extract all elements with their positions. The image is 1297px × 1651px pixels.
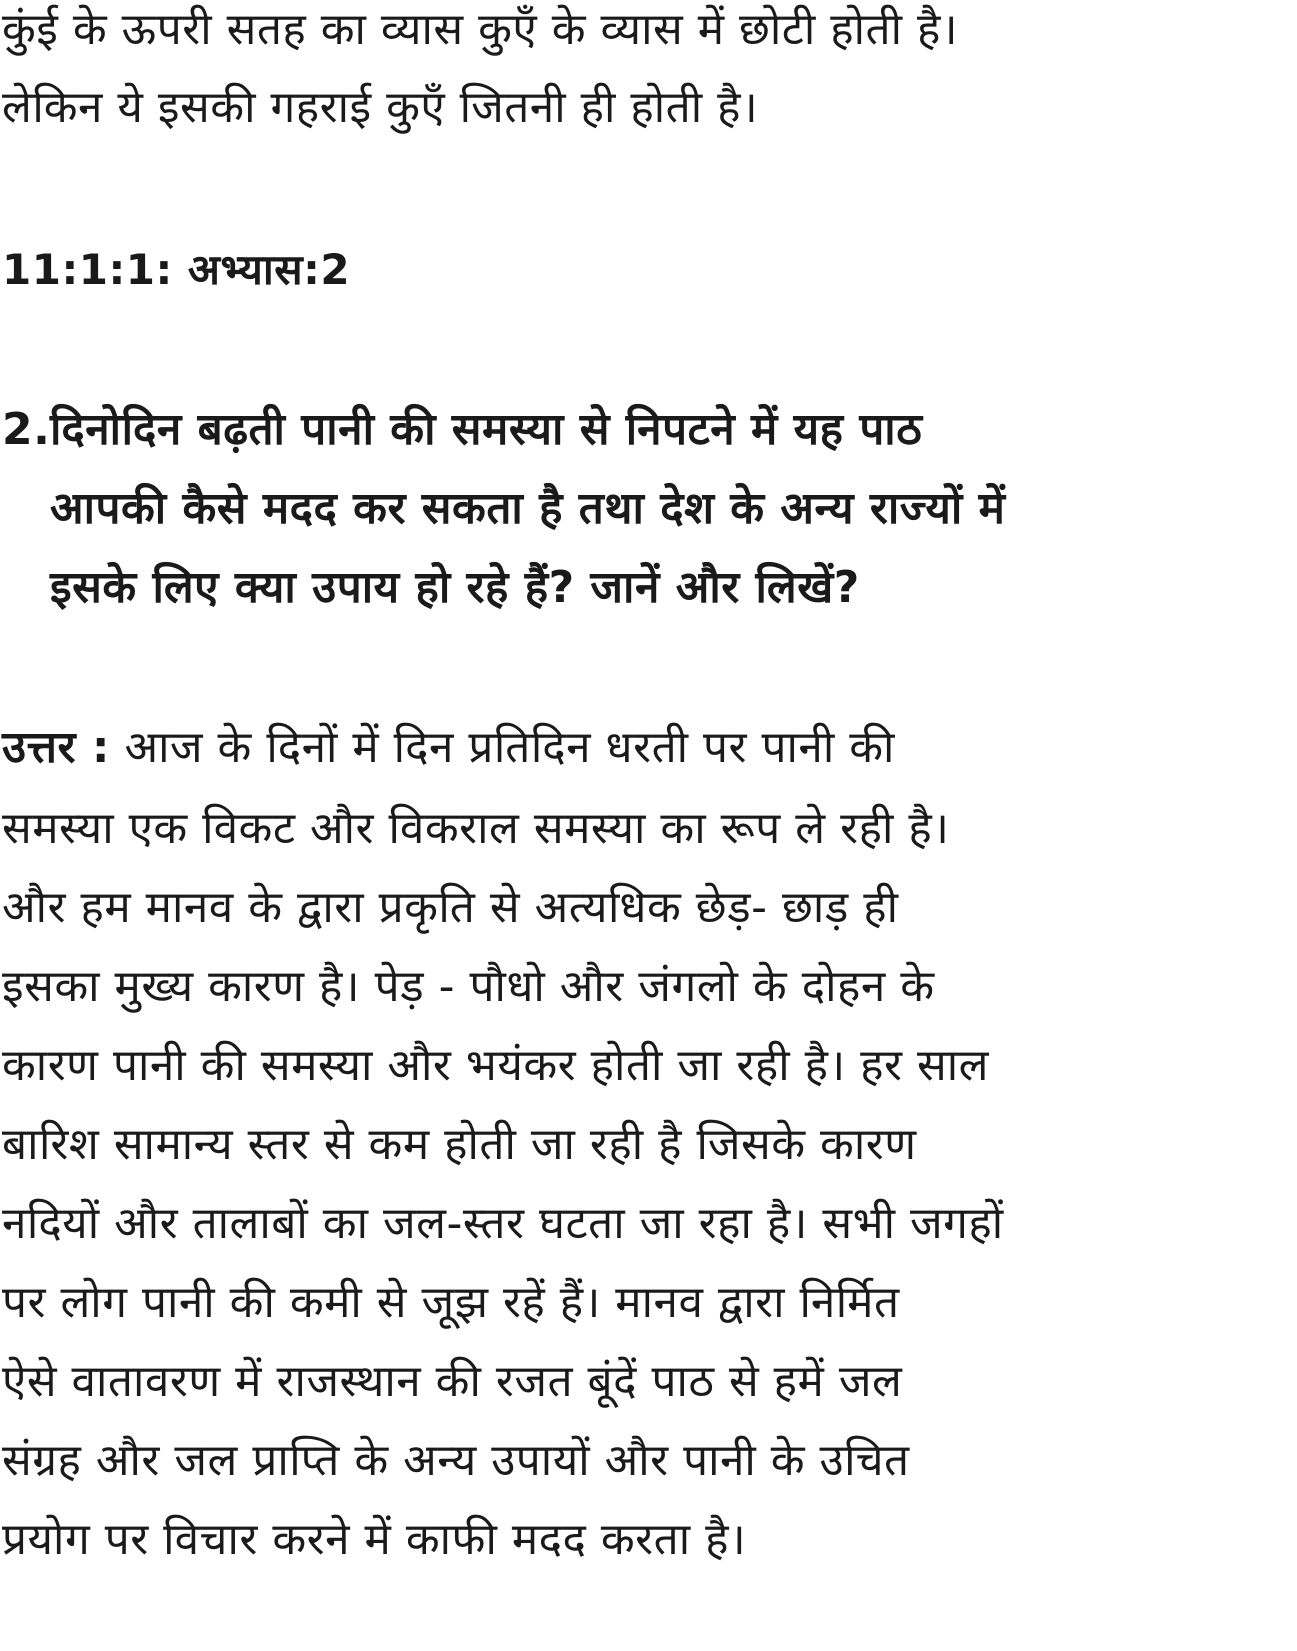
answer-line-3: और हम मानव के द्वारा प्रकृति से अत्यधिक छेड़- छाड़ ही	[2, 882, 899, 933]
answer-line-4: इसका मुख्य कारण है। पेड़ - पौधो और जंगलो के दोहन के	[2, 961, 935, 1012]
answer-line-8: पर लोग पानी की कमी से जूझ रहें हैं। मानव द्वारा निर्मित	[2, 1277, 900, 1328]
intro-line-1: कुंई के ऊपरी सतह का व्यास कुएँ के व्यास में छोटी होती है।	[2, 4, 959, 55]
answer-line-9: ऐसे वातावरण में राजस्थान की रजत बूंदें पाठ से हमें जल	[2, 1356, 903, 1407]
question-line-2: आपकी कैसे मदद कर सकता है तथा देश के अन्य राज्यों में	[50, 483, 1006, 534]
answer-first-text: आज के दिनों में दिन प्रतिदिन धरती पर पानी की	[124, 722, 895, 773]
question-line-1	[2, 400, 922, 460]
intro-line-2: लेकिन ये इसकी गहराई कुएँ जितनी ही होती है।	[2, 82, 759, 133]
answer-line-7: नदियों और तालाबों का जल-स्तर घटता जा रहा है। सभी जगहों	[2, 1198, 1004, 1249]
answer-line-10: संग्रह और जल प्राप्ति के अन्य उपायों और पानी के उचित	[2, 1435, 910, 1486]
answer-line-6: बारिश सामान्य स्तर से कम होती जा रही है जिसके कारण	[2, 1119, 917, 1170]
answer-line-1	[2, 718, 895, 778]
question-line-3: इसके लिए क्या उपाय हो रहे हैं? जानें और लिखें?	[50, 562, 860, 613]
answer-line-5: कारण पानी की समस्या और भयंकर होती जा रही है। हर साल	[2, 1040, 989, 1091]
question-number: 2.	[2, 404, 51, 455]
answer-line-2: समस्या एक विकट और विकराल समस्या का रूप ले रही है।	[2, 803, 950, 854]
answer-line-11: प्रयोग पर विचार करने में काफी मदद करता है।	[2, 1514, 747, 1565]
answer-label: उत्तर :	[2, 722, 110, 773]
section-heading: 11:1:1: अभ्यास:2	[2, 245, 351, 294]
question-text-1: दिनोदिन बढ़ती पानी की समस्या से निपटने में यह पाठ	[50, 404, 923, 455]
